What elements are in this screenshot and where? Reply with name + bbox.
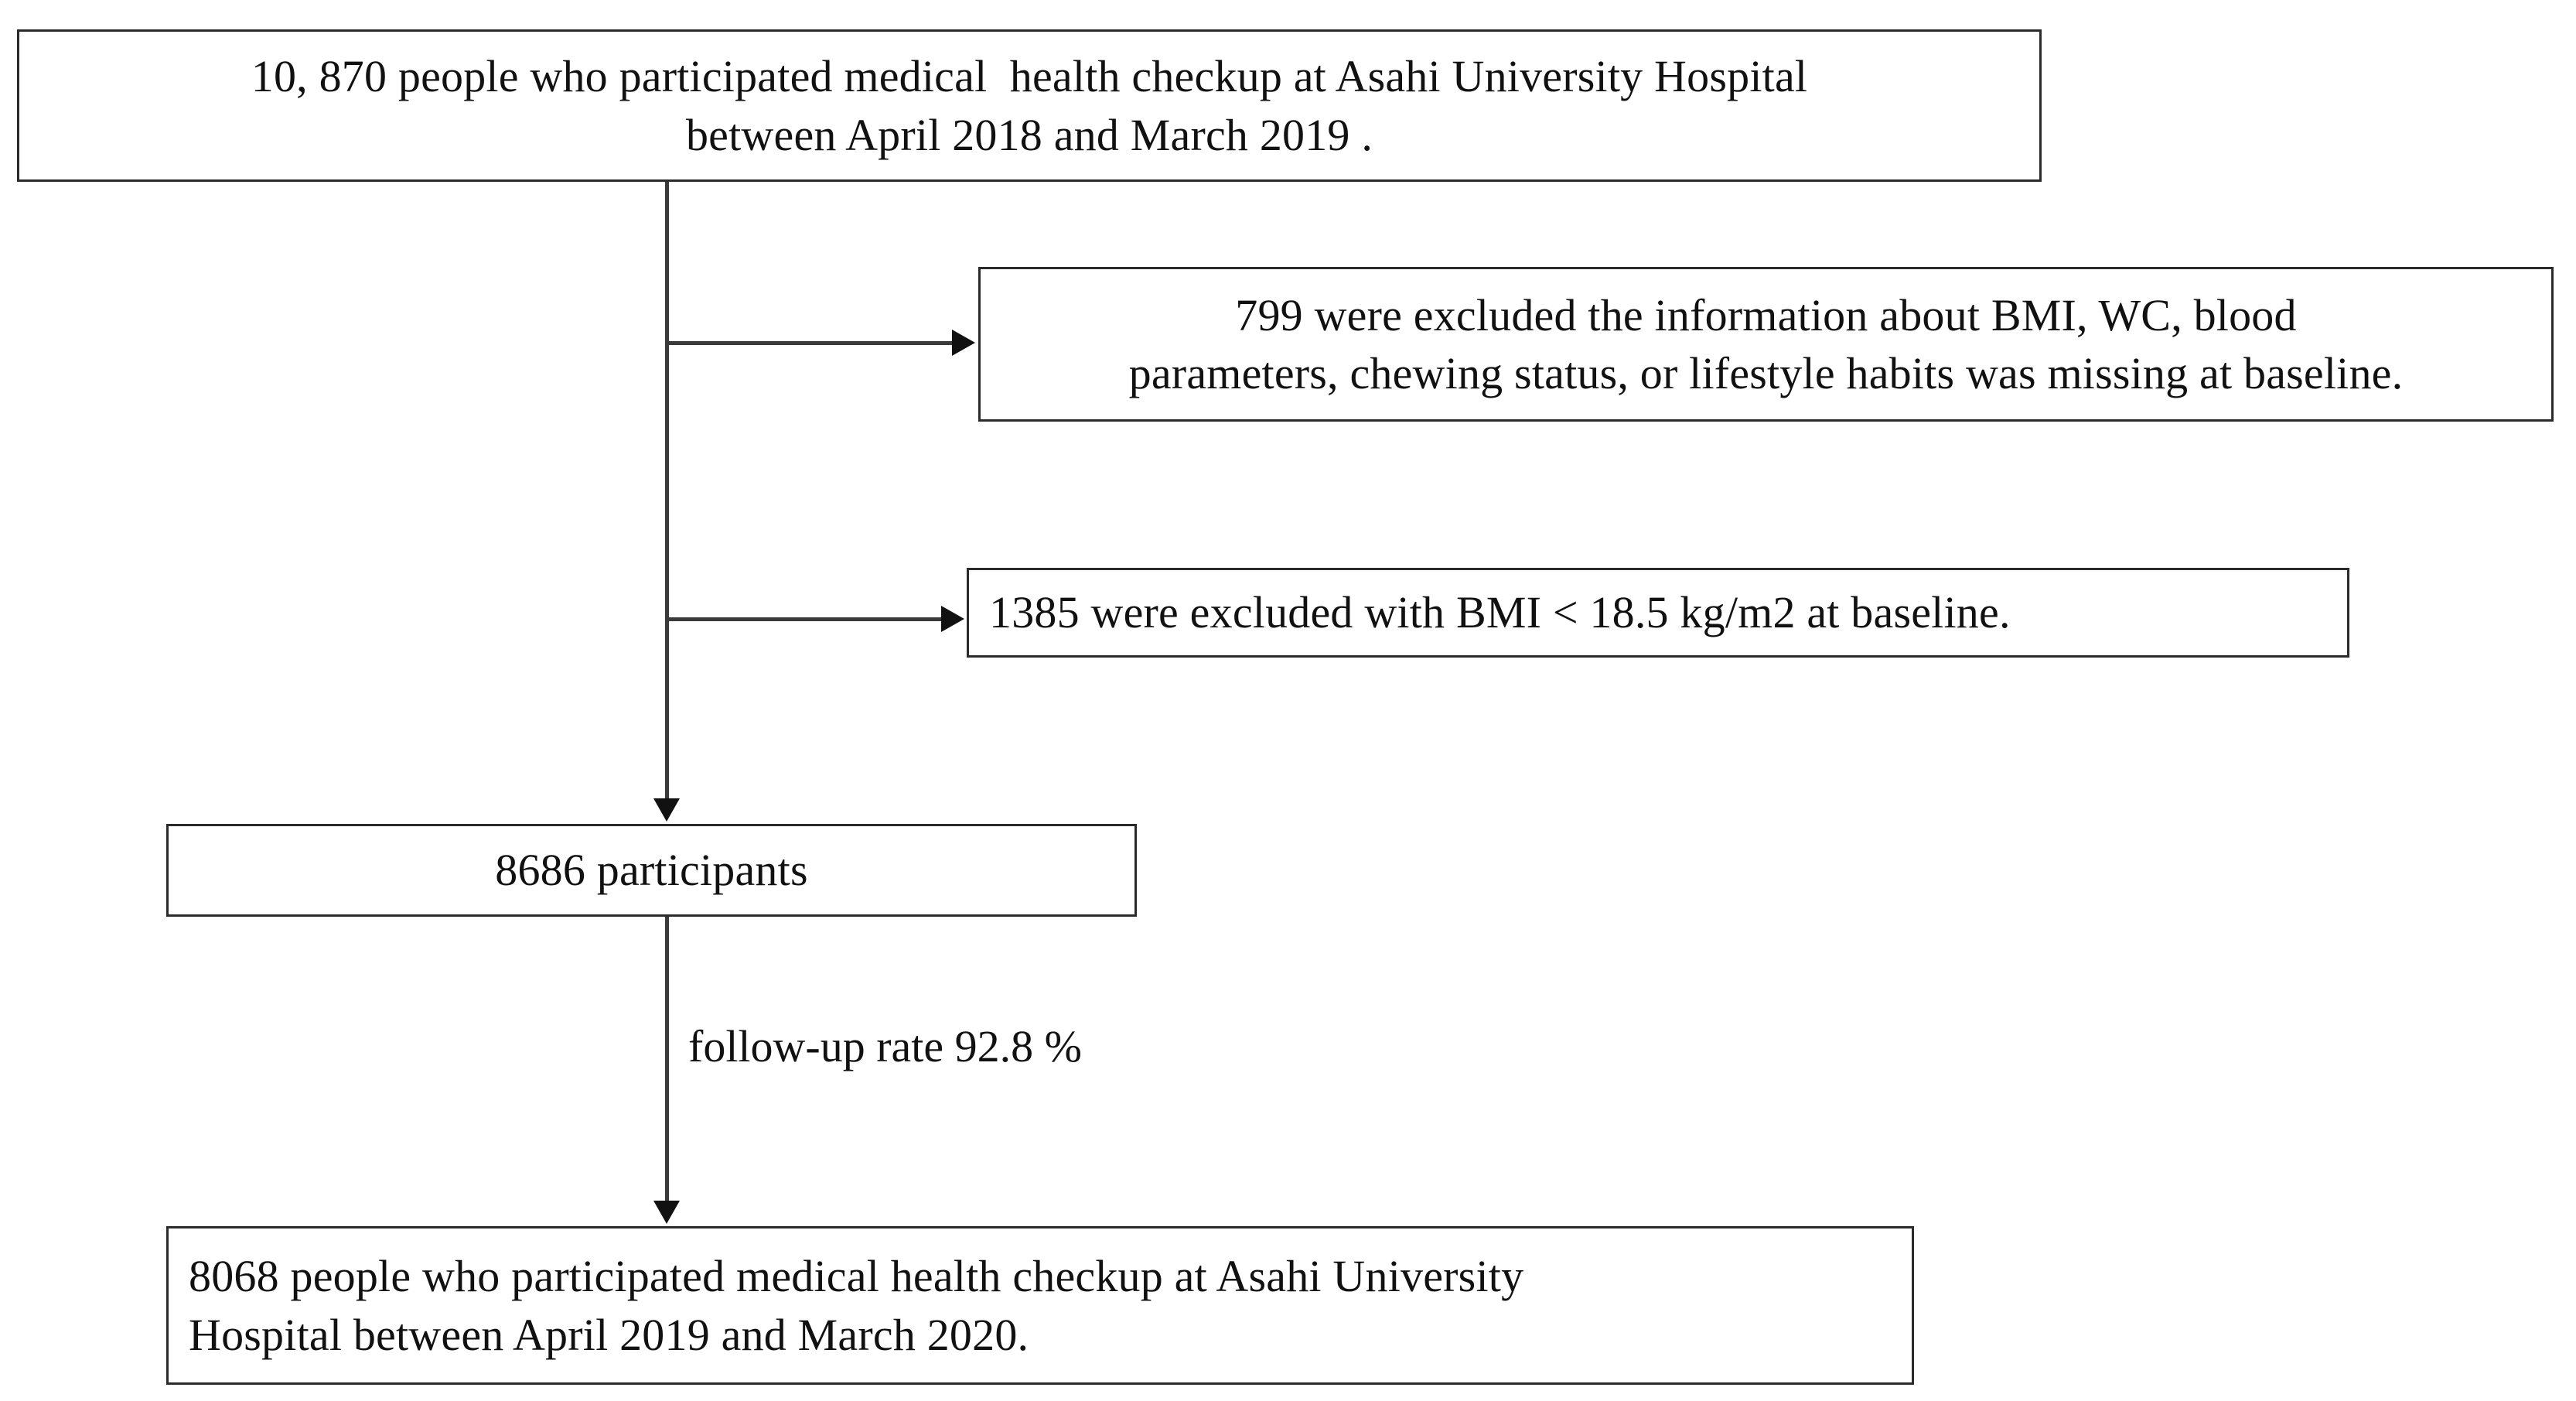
arrowhead-into-followed-up-cohort [653,1201,680,1224]
node-excluded-low-bmi-line-1: 1385 were excluded with BMI < 18.5 kg/m2 at baseline. [989,587,2011,638]
node-excluded-low-bmi [967,568,2349,658]
node-eligible-participants [166,824,1137,917]
node-excluded-missing-data [978,267,2554,422]
connector-branch-excluded-low-bmi [665,617,943,621]
node-excluded-missing-data-line-1: 799 were excluded the information about BMI, WC, blood [1235,289,2297,340]
arrowhead-into-excluded-low-bmi [941,606,964,632]
node-eligible-participants-line-1: 8686 participants [495,845,808,896]
arrowhead-into-excluded-missing-data [952,330,975,356]
connector-branch-excluded-missing-data [665,341,954,345]
node-excluded-missing-data-line-2: parameters, chewing status, or lifestyle habits was missing at baseline. [1128,348,2404,398]
node-followed-up-cohort-line-2: Hospital between April 2019 and March 2020. [189,1309,1029,1360]
connector-trunk-lower [665,917,669,1203]
node-followed-up-cohort-line-1: 8068 people who participated medical health checkup at Asahi University [189,1251,1524,1302]
connector-trunk-upper [665,182,669,801]
node-source-population-line-2: between April 2018 and March 2019 . [685,109,1373,160]
node-followed-up-cohort [166,1226,1914,1385]
node-source-population-line-1: 10, 870 people who participated medical health checkup at Asahi University Hospital [251,51,1808,102]
arrowhead-into-eligible [653,798,680,822]
node-source-population [17,29,2042,182]
edge-label-follow-up-rate: follow-up rate 92.8 % [688,1021,1082,1071]
